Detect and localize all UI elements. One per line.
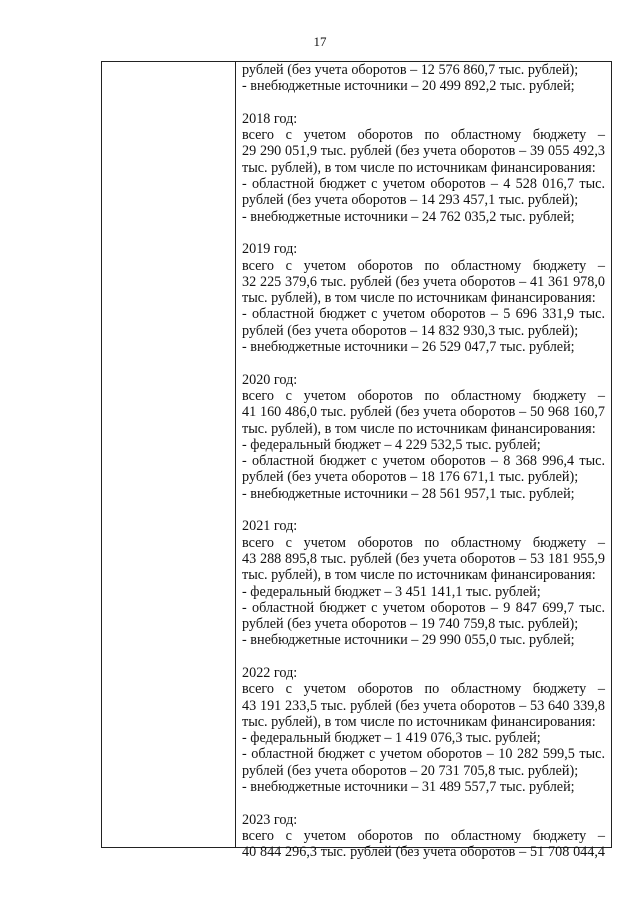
text-line: тыс. рублей), в том числе по источникам финансирования: bbox=[242, 420, 596, 437]
text-line: тыс. рублей), в том числе по источникам финансирования: bbox=[242, 567, 596, 584]
text-line: - федеральный бюджет – 4 229 532,5 тыс. рублей; bbox=[242, 436, 541, 453]
text-line: рублей (без учета оборотов – 12 576 860,7 тыс. рублей); bbox=[242, 62, 579, 78]
text-line: - внебюджетные источники – 26 529 047,7 тыс. рублей; bbox=[242, 339, 575, 356]
year-heading: 2020 год: bbox=[242, 371, 298, 388]
text-line: 41 160 486,0 тыс. рублей (без учета оборотов – 50 968 160,7 bbox=[242, 404, 605, 421]
text-line: рублей (без учета оборотов – 18 176 671,1 тыс. рублей); bbox=[242, 469, 579, 486]
text-line: 40 844 296,3 тыс. рублей (без учета оборотов – 51 708 044,4 bbox=[242, 844, 605, 861]
text-line: - областной бюджет с учетом оборотов – 4 528 016,7 тыс. bbox=[242, 176, 605, 193]
text-line: - внебюджетные источники – 31 489 557,7 тыс. рублей; bbox=[242, 779, 575, 796]
table-right-column bbox=[236, 62, 611, 861]
year-heading: 2022 год: bbox=[242, 664, 298, 681]
text-line: рублей (без учета оборотов – 20 731 705,8 тыс. рублей); bbox=[242, 762, 579, 779]
text-line: - внебюджетные источники – 24 762 035,2 тыс. рублей; bbox=[242, 208, 575, 225]
text-line: - федеральный бюджет – 3 451 141,1 тыс. рублей; bbox=[242, 583, 541, 600]
text-line: - внебюджетные источники – 29 990 055,0 тыс. рублей; bbox=[242, 632, 575, 649]
text-line: - внебюджетные источники – 20 499 892,2 тыс. рублей; bbox=[242, 78, 575, 95]
text-line: всего с учетом оборотов по областному бюджету – bbox=[242, 387, 605, 404]
table-left-column bbox=[102, 62, 236, 847]
year-heading: 2021 год: bbox=[242, 518, 298, 535]
text-line: всего с учетом оборотов по областному бюджету – bbox=[242, 681, 605, 698]
text-line: - областной бюджет с учетом оборотов – 9 847 699,7 тыс. bbox=[242, 599, 605, 616]
text-line: - федеральный бюджет – 1 419 076,3 тыс. рублей; bbox=[242, 730, 541, 747]
text-line: тыс. рублей), в том числе по источникам финансирования: bbox=[242, 713, 596, 730]
text-line: - областной бюджет с учетом оборотов – 5 696 331,9 тыс. bbox=[242, 306, 605, 323]
text-line: рублей (без учета оборотов – 19 740 759,8 тыс. рублей); bbox=[242, 616, 579, 633]
year-heading: 2019 год: bbox=[242, 241, 298, 258]
text-line: - областной бюджет с учетом оборотов – 8 368 996,4 тыс. bbox=[242, 453, 605, 470]
text-line: рублей (без учета оборотов – 14 293 457,1 тыс. рублей); bbox=[242, 192, 579, 209]
text-line: всего с учетом оборотов по областному бюджету – bbox=[242, 257, 605, 274]
text-line: всего с учетом оборотов по областному бюджету – bbox=[242, 534, 605, 551]
text-line: 43 288 895,8 тыс. рублей (без учета оборотов – 53 181 955,9 bbox=[242, 550, 605, 567]
text-line: - областной бюджет с учетом оборотов – 10 282 599,5 тыс. bbox=[242, 746, 605, 763]
text-line: рублей (без учета оборотов – 14 832 930,3 тыс. рублей); bbox=[242, 322, 579, 339]
text-line: 32 225 379,6 тыс. рублей (без учета оборотов – 41 361 978,0 bbox=[242, 273, 605, 290]
document-table bbox=[101, 61, 612, 861]
text-line: 29 290 051,9 тыс. рублей (без учета оборотов – 39 055 492,3 bbox=[242, 143, 605, 160]
text-line: 43 191 233,5 тыс. рублей (без учета оборотов – 53 640 339,8 bbox=[242, 697, 605, 714]
year-heading: 2018 год: bbox=[242, 110, 298, 127]
page-number: 17 bbox=[313, 34, 327, 49]
text-line: - внебюджетные источники – 28 561 957,1 тыс. рублей; bbox=[242, 485, 575, 502]
text-line: тыс. рублей), в том числе по источникам финансирования: bbox=[242, 159, 596, 176]
text-line: всего с учетом оборотов по областному бюджету – bbox=[242, 127, 605, 144]
year-heading: 2023 год: bbox=[242, 811, 298, 828]
text-line: всего с учетом оборотов по областному бюджету – bbox=[242, 827, 605, 844]
text-line: тыс. рублей), в том числе по источникам финансирования: bbox=[242, 290, 596, 307]
